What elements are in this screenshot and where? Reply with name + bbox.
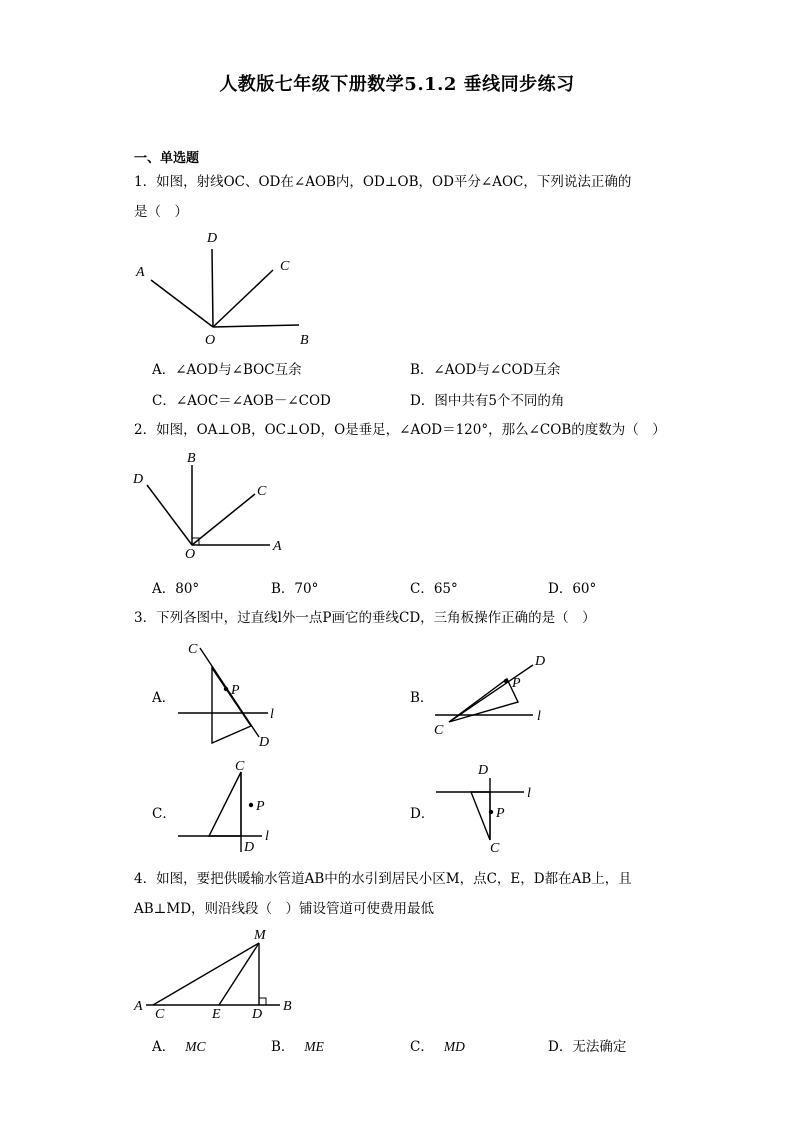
q1-stem-line2: 是（ ） [134, 204, 188, 220]
q4-label-c: C [155, 1007, 165, 1022]
q3c-label-c: C [235, 759, 245, 774]
q3-option-c[interactable]: C． [152, 806, 176, 822]
q4-option-d[interactable]: D．无法确定 [548, 1039, 627, 1055]
q4-option-a-letter: A． [152, 1039, 176, 1055]
q3a-label-l: l [270, 707, 274, 722]
q2-label-a: A [273, 539, 282, 554]
q3b-label-c: C [434, 723, 444, 738]
q4-option-a-value: MC [185, 1039, 206, 1054]
q1-option-c[interactable]: C．∠AOC＝∠AOB－∠COD [152, 393, 331, 409]
q3d-label-l: l [527, 786, 531, 801]
page-title: 人教版七年级下册数学5.1.2 垂线同步练习 [219, 74, 575, 95]
q4-label-d: D [252, 1007, 263, 1022]
q2-option-c[interactable]: C．65° [410, 581, 458, 597]
q3b-label-l: l [537, 709, 541, 724]
q4-stem-line2: AB⊥MD，则沿线段（ ）铺设管道可使费用最低 [134, 901, 435, 917]
q3b-label-d: D [535, 654, 546, 669]
q3-option-a[interactable]: A． [152, 690, 176, 706]
q2-label-b: B [187, 451, 196, 466]
q4-option-a[interactable] [152, 1035, 206, 1055]
q1-option-a[interactable]: A．∠AOD与∠BOC互余 [152, 362, 302, 378]
q3a-label-d: D [259, 735, 270, 750]
q4-option-b-value: ME [304, 1039, 324, 1054]
q3c-label-p: P [256, 799, 265, 814]
q4-label-b: B [283, 999, 292, 1014]
q4-segment-me [219, 943, 259, 1005]
q3d-label-d: D [478, 763, 489, 778]
q1-label-a: A [136, 265, 145, 280]
q3-option-b[interactable]: B． [410, 690, 434, 706]
q4-segment-mc [153, 943, 259, 1005]
q3c-label-l: l [265, 829, 269, 844]
q1-label-c: C [280, 259, 290, 274]
q4-stem-line1: 4．如图，要把供暖输水管道AB中的水引到居民小区M，点C，E，D都在AB上，且 [134, 871, 632, 887]
q1-label-o: O [205, 333, 216, 348]
q4-right-angle-mark [259, 998, 266, 1005]
q2-option-b[interactable]: B．70° [271, 581, 319, 597]
q3b-label-p: P [512, 676, 521, 691]
q3-stem: 3．下列各图中，过直线l外一点P画它的垂线CD，三角板操作正确的是（ ） [134, 610, 596, 626]
q1-option-d[interactable]: D．图中共有5个不同的角 [410, 393, 565, 409]
q4-label-a: A [134, 999, 143, 1014]
q1-option-b[interactable]: B．∠AOD与∠COD互余 [410, 362, 561, 378]
q3c-label-d: D [244, 840, 255, 855]
q3a-label-c: C [188, 642, 198, 657]
q4-option-c[interactable] [410, 1035, 465, 1055]
q2-option-a[interactable]: A．80° [152, 581, 200, 597]
q2-stem: 2．如图，OA⊥OB，OC⊥OD，O是垂足，∠AOD＝120°，那么∠COB的度数为（ ） [134, 422, 666, 438]
q1-label-d: D [207, 231, 218, 246]
section-heading: 一、单选题 [134, 151, 200, 166]
q3-option-d[interactable]: D． [410, 806, 435, 822]
q4-option-b-letter: B． [271, 1039, 295, 1055]
q4-option-b[interactable] [271, 1035, 324, 1055]
q4-label-m: M [254, 928, 266, 943]
q4-option-c-letter: C． [410, 1039, 434, 1055]
q3a-label-p: P [231, 683, 240, 698]
q2-option-d[interactable]: D．60° [548, 581, 597, 597]
q3d-label-p: P [496, 806, 505, 821]
q2-label-c: C [257, 484, 267, 499]
q1-stem-line1: 1．如图，射线OC、OD在∠AOB内，OD⊥OB，OD平分∠AOC，下列说法正确的 [134, 174, 632, 190]
q3d-label-c: C [490, 841, 500, 856]
q2-label-o: O [185, 547, 196, 562]
q4-label-e: E [212, 1007, 221, 1022]
q1-label-b: B [300, 333, 309, 348]
q4-option-c-value: MD [443, 1039, 465, 1054]
q2-label-d: D [133, 472, 144, 487]
